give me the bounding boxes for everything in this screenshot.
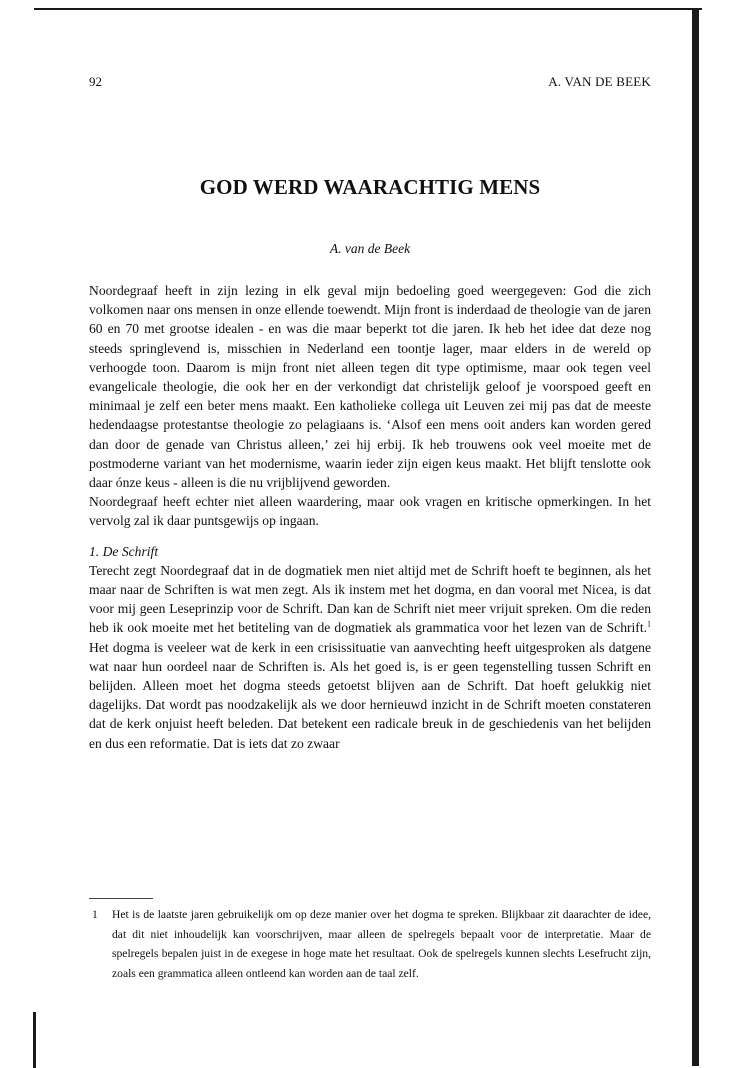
page-right-border: [692, 8, 699, 1066]
footnote-text: Het is de laatste jaren gebruikelijk om op deze manier over het dogma te spreken. Blijkbaar zit daarachter de idee, dat dit niet inhoudelijk kan voorschrijven, maar alleen de spelregels bepaalt voor de interpretatie. Maar de spelregels bepalen juist in de exegese in hoge mate het resultaat. Ook de spelregels kunnen slechts Lesefrucht zijn, zoals een grammatica alleen ontleend kan worden aan de taal zelf.: [112, 908, 651, 980]
footnote: [89, 905, 651, 983]
page-number: 92: [89, 74, 102, 89]
paragraph-text: Het dogma is veeleer wat de kerk in een crisissituatie van aanvechting heeft uitgesproken als datgene wat naar hun oordeel naar de Schriften is. Als het goed is, is er geen tegenstelling tussen Schrift en belijden. Alleen moet het dogma steeds getoetst blijven aan de Schrift. Dat hoeft gelukkig niet dagelijks. Dat wordt pas noodzakelijk als we door hernieuwd inzicht in de Schrift moeten constateren dat de kerk onjuist heeft beleden. Dat betekent een radicale breuk in de geschiedenis van het belijden en dus een reformatie. Dat is iets dat zo zwaar: [89, 639, 651, 751]
paragraph: [89, 561, 651, 753]
body-text: [89, 281, 651, 753]
paragraph: Noordegraaf heeft in zijn lezing in elk geval mijn bedoeling goed weergegeven: God die zich volkomen naar ons mensen in onze ellende toewendt. Mijn front is inderdaad de theologie van de jaren 60 en 70 met grootse idealen - en was die maar beperkt tot die jaren. Ik heb het idee dat deze nog steeds springlevend is, misschien in Nederland een toontje lager, maar elders in de wereld op verhoogde toon. Daarom is mijn front niet alleen tegen dit type optimisme, maar ook tegen veel evangelicale theologie, die ook her en der verkondigt dat christelijk geloof je voorspoed geeft en minimaal je zelf een beter mens maakt. Een katholieke collega uit Leuven zei mij pas dat de meeste hedendaagse protestantse theologie zo pelagiaans is. ‘Alsof een mens ooit anders kan worden gered dan door de genade van Christus alleen,’ zei hij erbij. Ik heb trouwens ook veel moeite met de postmoderne variant van het modernisme, waarin ieder zijn eigen keus maakt. Het blijft tenslotte ook daar ónze keus - alleen is die nu vrijblijvend geworden.: [89, 283, 651, 491]
paragraph-text: Terecht zegt Noordegraaf dat in de dogmatiek men niet altijd met de Schrift hoeft te beginnen, als het maar naar de Schriften is wat men zegt. Als ik instem met het dogma, en dan vooral met Nicea, is dat voor mij geen Leseprinzip voor de Schrift. Dan kan de Schrift niet meer vrijuit spreken. Om die reden heb ik ook moeite met het betiteling van de dogmatiek als grammatica voor het lezen van de Schrift.: [89, 562, 651, 636]
footnote-separator: [89, 898, 153, 899]
page-top-border: [34, 8, 702, 10]
section-heading: 1. De Schrift: [89, 543, 159, 559]
footnote-marker: 1: [647, 619, 651, 629]
page-left-border: [33, 1012, 36, 1068]
footnote-number: 1: [92, 908, 98, 921]
running-head: A. VAN DE BEEK: [548, 74, 651, 89]
paragraph: Noordegraaf heeft echter niet alleen waardering, maar ook vragen en kritische opmerkingen. In het vervolg zal ik daar puntsgewijs op ingaan.: [89, 494, 651, 529]
article-title: GOD WERD WAARACHTIG MENS: [199, 175, 541, 199]
article-author: A. van de Beek: [329, 241, 411, 256]
